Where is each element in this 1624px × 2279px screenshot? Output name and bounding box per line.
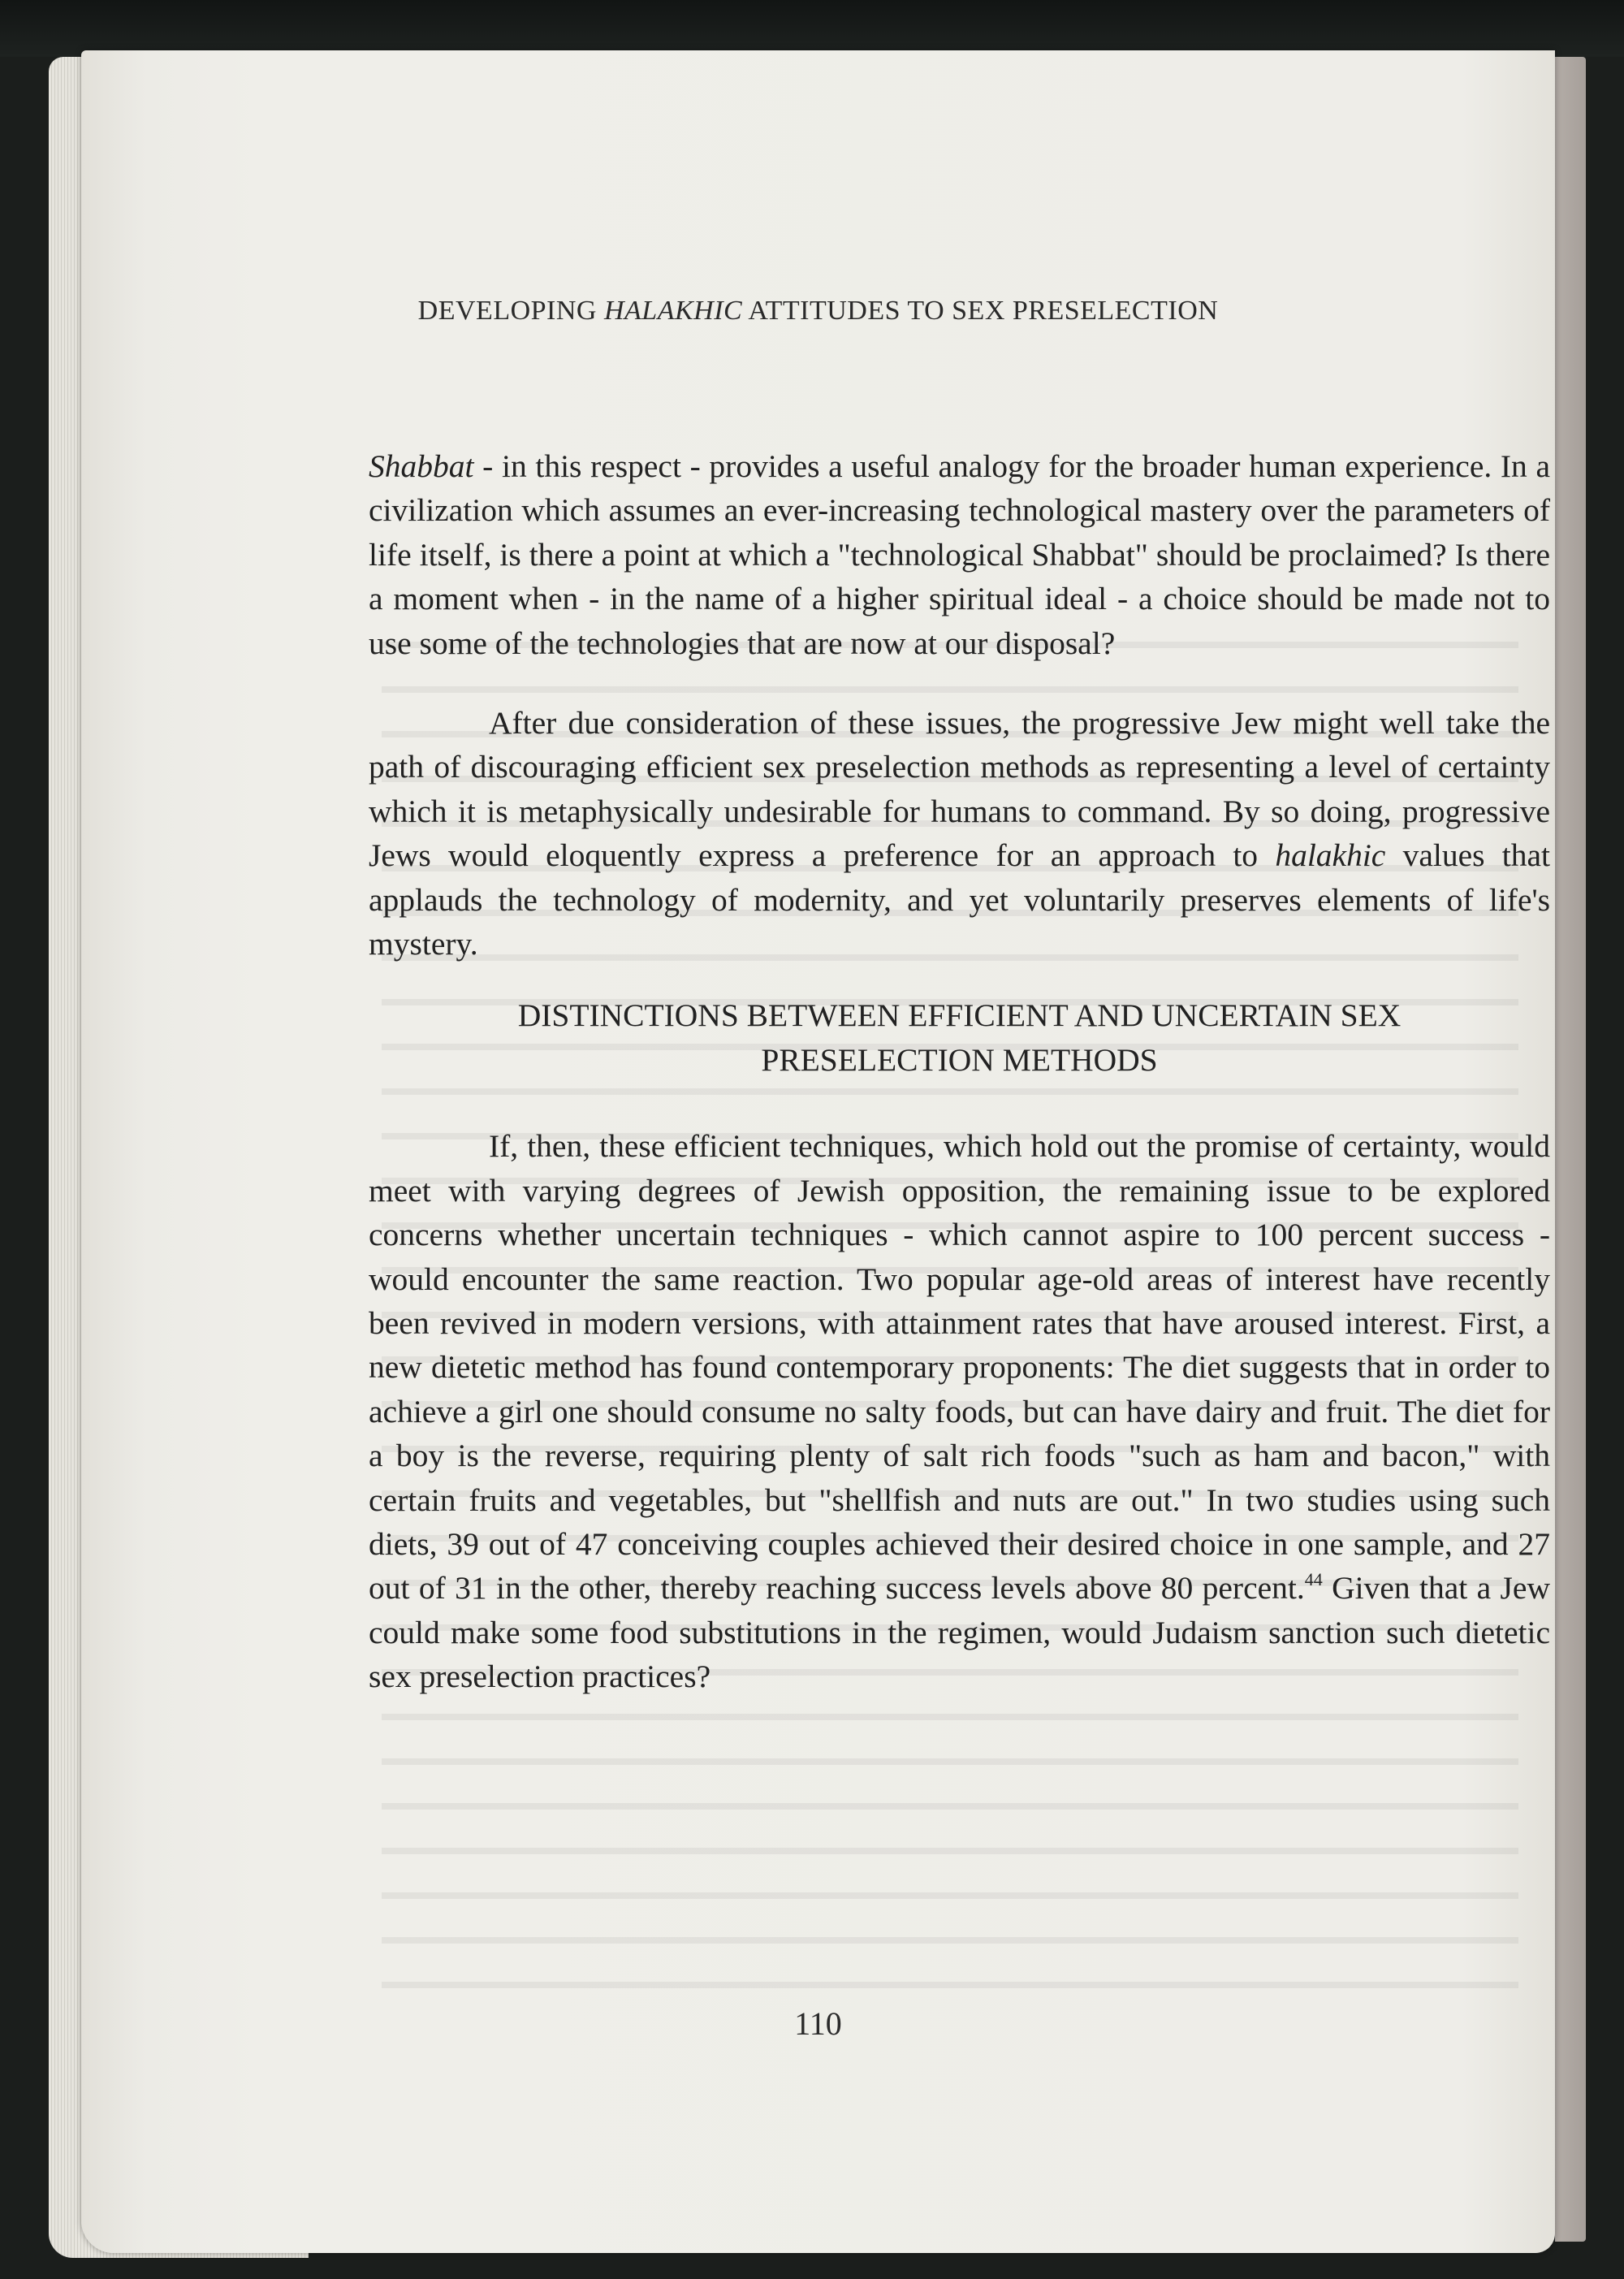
paragraph-1-italic: Shabbat [369, 448, 474, 484]
section-heading-line-1: DISTINCTIONS BETWEEN EFFICIENT AND UNCERTAIN SEX [517, 997, 1402, 1034]
paragraph-3-text-b: Given that a Jew could make some food substitutions in the regimen, would Judaism sanction such dietetic sex preselection practices? [369, 1570, 1550, 1695]
book-page [81, 50, 1555, 2253]
running-head-suffix: ATTITUDES TO SEX PRESELECTION [742, 296, 1219, 326]
paragraph-uncertain-techniques [369, 1124, 1550, 1698]
paragraph-2-italic: halakhic [1275, 837, 1386, 874]
book-right-edge [1555, 57, 1586, 2242]
paragraph-3-text-a: If, then, these efficient techniques, which hold out the promise of certainty, would meet with varying degrees of Jewish opposition, the remaining issue to be explored concerns whether uncertain techniques - which cannot aspire to 100 percent success - would encounter the same reaction. Two popular age-old areas of interest have recently been revived in modern versions, with attainment rates that have aroused interest. First, a new dietetic method has found contemporary proponents: The diet suggests that in order to achieve a girl one should consume no salty foods, but can have dairy and fruit. The diet for a boy is the reverse, requiring plenty of salt rich foods "such as ham and bacon," with certain fruits and vegetables, but "shellfish and nuts are out." In two studies using such diets, 39 out of 47 conceiving couples achieved their desired choice in one sample, and 27 out of 31 in the other, thereby reaching success levels above 80 percent. [369, 1128, 1550, 1607]
page-number: 110 [794, 2005, 842, 2042]
running-head-italic: HALAKHIC [603, 296, 743, 326]
paragraph-2-text-a: After due consideration of these issues, the progressive Jew might well take the path of discouraging efficient sex preselection methods as representing a level of certainty which it is metaphysically undesirable for humans to command. By so doing, progressive Jews would eloquently express a preference for an approach to [369, 705, 1550, 874]
paragraph-2-text-b: values that applauds the technology of modernity, and yet voluntarily preserves elements of life's mystery. [369, 837, 1550, 962]
section-heading-line-2: PRESELECTION METHODS [761, 1041, 1158, 1078]
paragraph-shabbat [369, 444, 1550, 665]
section-heading [369, 993, 1550, 1082]
scanner-backdrop [0, 0, 1624, 57]
paragraph-1-text: - in this respect - provides a useful analogy for the broader human experience. In a civilization which assumes an ever-increasing technological mastery over the parameters of life itself, is there a point at which a "technological Shabbat" should be proclaimed? Is there a moment when - in the name of a higher spiritual ideal - a choice should be made not to use some of the technologies that are now at our disposal? [369, 448, 1550, 661]
running-head [81, 296, 1555, 326]
running-head-prefix: DEVELOPING [417, 296, 604, 326]
footnote-marker: 44 [1304, 1569, 1323, 1590]
paragraph-progressive-jew [369, 701, 1550, 966]
body-text [369, 444, 1550, 1699]
